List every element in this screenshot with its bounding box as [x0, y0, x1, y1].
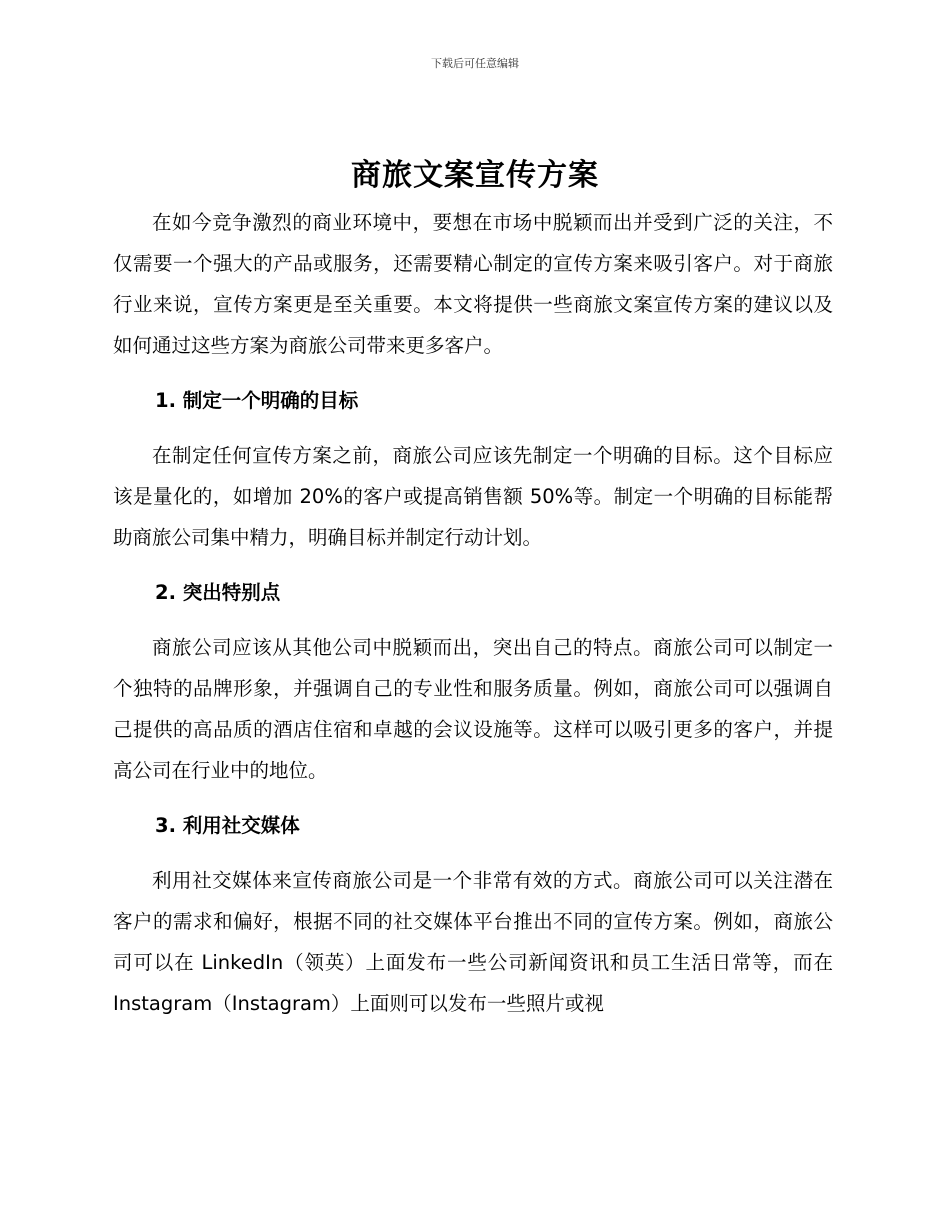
section-heading: 2. 突出特别点 — [155, 581, 281, 604]
section-paragraph: 利用社交媒体来宣传商旅公司是一个非常有效的方式。商旅公司可以关注潜在客户的需求和偏好，根据不同的社交媒体平台推出不同的宣传方案。例如，商旅公司可以在 LinkedIn（领英）上面发布一些公司新闻资讯和员工生活日常等，而在 Instagram（Instagram）上面则可以发布一些照片或视 — [113, 869, 833, 1015]
section-paragraph: 在制定任何宣传方案之前，商旅公司应该先制定一个明确的目标。这个目标应该是量化的，如增加 20%的客户或提高销售额 50%等。制定一个明确的目标能帮助商旅公司集中精力，明确目标并制定行动计划。 — [113, 444, 833, 549]
document-title: 商旅文案宣传方案 — [351, 158, 599, 193]
section-paragraph: 商旅公司应该从其他公司中脱颖而出，突出自己的特点。商旅公司可以制定一个独特的品牌形象，并强调自己的专业性和服务质量。例如，商旅公司可以强调自己提供的高品质的酒店住宿和卓越的会议设施等。这样可以吸引更多的客户，并提高公司在行业中的地位。 — [113, 636, 833, 782]
section-heading: 3. 利用社交媒体 — [155, 814, 300, 837]
header-note: 下载后可任意编辑 — [431, 57, 519, 70]
section-heading: 1. 制定一个明确的目标 — [155, 389, 359, 412]
document-body — [113, 202, 833, 1024]
intro-paragraph: 在如今竞争激烈的商业环境中，要想在市场中脱颖而出并受到广泛的关注，不仅需要一个强大的产品或服务，还需要精心制定的宣传方案来吸引客户。对于商旅行业来说，宣传方案更是至关重要。本文将提供一些商旅文案宣传方案的建议以及如何通过这些方案为商旅公司带来更多客户。 — [113, 211, 833, 357]
